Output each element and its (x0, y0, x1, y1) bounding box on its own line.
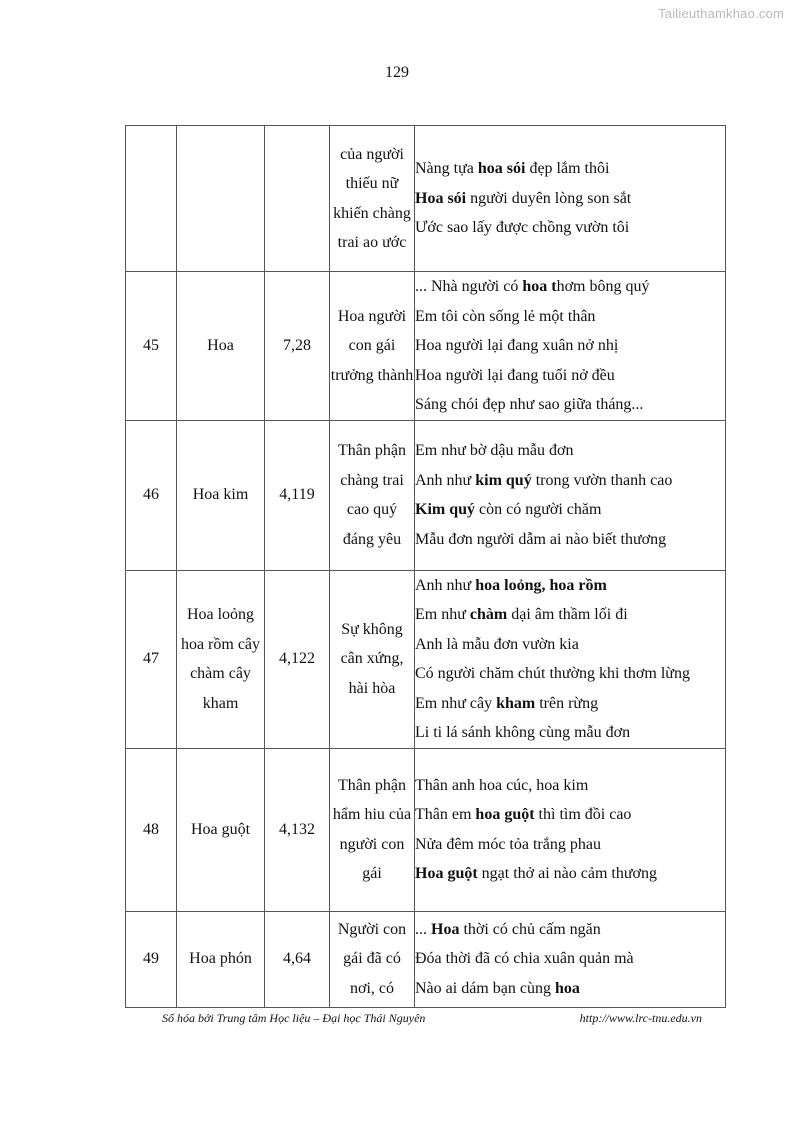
verse-text: thời có chủ cấm ngăn (459, 920, 601, 938)
row-meaning: của người thiếu nữ khiến chàng trai ao ước (330, 126, 415, 272)
verse-line (415, 689, 725, 719)
verse-text: Nào ai dám bạn cùng (415, 979, 555, 997)
verse-line (415, 331, 725, 361)
verse-text: Thân anh hoa cúc, hoa kim (415, 776, 589, 794)
verse-text: còn có người chăm (475, 501, 602, 518)
verse-line (415, 495, 725, 525)
verse-line (415, 361, 725, 391)
row-value: 7,28 (265, 272, 330, 421)
row-meaning: Hoa người con gái trưởng thành (330, 272, 415, 421)
verse-text: hơm bông quý (556, 278, 650, 295)
row-verses (415, 420, 726, 570)
verse-text: Nàng tựa (415, 160, 478, 178)
verse-text: Mẫu đơn người dẫm ai nào biết thương (415, 530, 667, 548)
verse-keyword: Hoa sói (415, 189, 467, 207)
row-number: 48 (126, 748, 177, 911)
verse-line (415, 600, 725, 630)
verse-line (415, 659, 725, 689)
verse-text: trong vườn thanh cao (531, 471, 673, 489)
verse-text: Em tôi còn sống lẻ một thân (415, 307, 596, 325)
footer-url[interactable]: http://www.lrc-tnu.edu.vn (579, 1011, 702, 1025)
verse-line (415, 771, 725, 801)
page-number: 129 (385, 64, 409, 81)
verse-text: Anh là mẫu đơn vườn kia (415, 635, 579, 653)
verse-keyword: hoa loỏng, hoa rồm (475, 576, 607, 594)
row-number: 47 (126, 570, 177, 748)
table-row (126, 272, 726, 421)
row-verses (415, 570, 726, 748)
verse-text: đẹp lắm thôi (525, 160, 610, 178)
verse-line (415, 800, 725, 830)
verse-keyword: Hoa (431, 920, 460, 938)
row-word: Hoa (177, 272, 265, 421)
row-value: 4,122 (265, 570, 330, 748)
verse-line (415, 718, 725, 748)
verse-line (415, 944, 725, 974)
row-word: Hoa phón (177, 911, 265, 1007)
table-row (126, 748, 726, 911)
verse-keyword: hoa (554, 979, 580, 997)
verse-text: ngạt thở ai nào cảm thương (477, 865, 657, 882)
verse-keyword: kim quý (475, 471, 532, 489)
verse-text: dại âm thầm lối đi (507, 606, 628, 623)
row-number: 45 (126, 272, 177, 421)
verse-line (415, 915, 725, 945)
row-meaning: Sự không cân xứng, hài hòa (330, 570, 415, 748)
word-meaning-table (125, 125, 726, 1008)
table-row (126, 570, 726, 748)
row-meaning: Thân phận hẩm hiu của người con gái (330, 748, 415, 911)
verse-line (415, 859, 725, 889)
verse-line (415, 830, 725, 860)
verse-text: Nửa đêm móc tỏa trắng phau (415, 835, 601, 853)
verse-keyword: hoa t (522, 278, 557, 295)
verse-text: Anh như (415, 576, 476, 594)
verse-keyword: kham (496, 694, 536, 712)
verse-line (415, 184, 725, 214)
verse-line (415, 390, 725, 420)
verse-text: Thân em (415, 806, 476, 823)
verse-keyword: hoa sói (477, 160, 526, 178)
verse-text: Đóa thời đã có chia xuân quản mà (415, 950, 634, 968)
verse-line (415, 213, 725, 243)
verse-text: thì tìm đồi cao (534, 806, 632, 823)
verse-keyword: Hoa guột (415, 865, 478, 882)
row-verses (415, 911, 726, 1007)
row-verses (415, 126, 726, 272)
table-row (126, 126, 726, 272)
row-value (265, 126, 330, 272)
row-meaning: Thân phận chàng trai cao quý đáng yêu (330, 420, 415, 570)
row-number: 46 (126, 420, 177, 570)
verse-text: Hoa người lại đang tuổi nở đều (415, 366, 615, 384)
verse-text: Em như cây (415, 694, 497, 712)
verse-keyword: hoa guột (475, 806, 535, 823)
table-row (126, 911, 726, 1007)
verse-text: Có người chăm chút thường khi thơm lừng (415, 665, 690, 682)
verse-text: trên rừng (535, 694, 599, 712)
verse-line (415, 272, 725, 302)
verse-text: Anh như (415, 471, 476, 489)
row-value: 4,132 (265, 748, 330, 911)
verse-keyword: chàm (469, 606, 508, 623)
row-word: Hoa guột (177, 748, 265, 911)
verse-text: ... Nhà người có (415, 278, 523, 295)
footer-source: Số hóa bởi Trung tâm Học liệu – Đại học Thái Nguyên (162, 1011, 426, 1025)
verse-text: Em như (415, 606, 470, 623)
row-verses (415, 272, 726, 421)
row-number: 49 (126, 911, 177, 1007)
table-row (126, 420, 726, 570)
row-word: Hoa kim (177, 420, 265, 570)
row-verses (415, 748, 726, 911)
verse-line (415, 302, 725, 332)
verse-line (415, 436, 725, 466)
verse-line (415, 974, 725, 1004)
verse-text: Ước sao lấy được chồng vườn tôi (415, 219, 630, 237)
row-word: Hoa loỏng hoa rồm cây chàm cây kham (177, 570, 265, 748)
verse-text: Em như bờ dậu mẫu đơn (415, 442, 574, 459)
row-value: 4,64 (265, 911, 330, 1007)
verse-line (415, 525, 725, 555)
verse-text: Sáng chói đẹp như sao giữa tháng... (415, 396, 644, 413)
verse-text: Li ti lá sánh không cùng mẫu đơn (415, 724, 631, 741)
row-meaning: Người con gái đã có nơi, có (330, 911, 415, 1007)
verse-keyword: Kim quý (415, 501, 476, 518)
row-number (126, 126, 177, 272)
watermark: Tailieuthamkhao.com (658, 6, 784, 21)
verse-text: người duyên lòng son sắt (466, 189, 632, 207)
verse-text: ... (415, 920, 431, 938)
row-value: 4,119 (265, 420, 330, 570)
verse-line (415, 154, 725, 184)
verse-line (415, 571, 725, 601)
verse-line (415, 630, 725, 660)
verse-line (415, 466, 725, 496)
verse-text: Hoa người lại đang xuân nở nhị (415, 337, 619, 354)
row-word (177, 126, 265, 272)
